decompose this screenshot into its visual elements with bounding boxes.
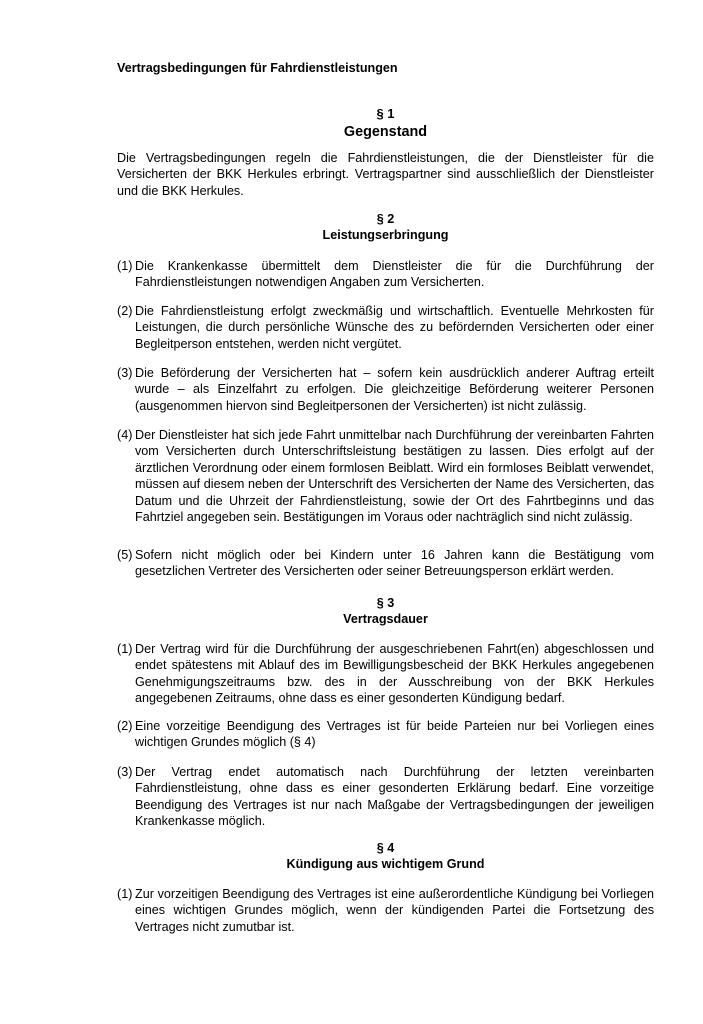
list-item [117, 427, 654, 525]
list-item [117, 718, 654, 751]
list-item [117, 641, 654, 707]
section-number: § 1 [376, 106, 395, 121]
item-number: (2) [117, 719, 133, 733]
item-text: Eine vorzeitige Beendigung des Vertrages ist für beide Parteien nur bei Vorliegen eines wichtigen Grundes möglich (§ 4) [135, 719, 654, 750]
item-number: (3) [117, 366, 133, 380]
item-number: (3) [117, 765, 133, 779]
item-text: Der Dienstleister hat sich jede Fahrt unmittelbar nach Durchführung der vereinbarten Fahrten vom Versicherten durch Unterschriftsleistung bestätigen zu lassen. Dies erfolgt auf der ärztlichen Verordnung oder einem formlosen Beiblatt. Wird ein formloses Beiblatt verwendet, müssen auf diesem neben der Unterschrift des Versicherten der Name des Versicherten, das Datum und die Uhrzeit der Fahrdienstleistung, sowie der Ort des Fahrtbeginns und das Fahrtziel angegeben sein. Bestätigungen im Voraus oder nachträglich sind nicht zulässig. [135, 428, 654, 525]
list-item [117, 764, 654, 830]
list-item [117, 258, 654, 291]
section-4-heading [117, 840, 654, 873]
section-number: § 4 [376, 841, 395, 855]
section-1-heading [117, 105, 654, 142]
item-text: Der Vertrag endet automatisch nach Durchführung der letzten vereinbarten Fahrdienstleistung, ohne dass es einer gesonderten Erklärung bedarf. Eine vorzeitige Beendigung des Vertrages ist nur nach Maßgabe der Vertragsbedingungen der jeweiligen Krankenkasse möglich. [135, 765, 654, 829]
section-title: Kündigung aus wichtigem Grund [286, 857, 485, 872]
section-title: Vertragsdauer [343, 612, 428, 627]
section-title: Leistungserbringung [322, 228, 449, 243]
item-text: Zur vorzeitigen Beendigung des Vertrages ist eine außerordentliche Kündigung bei Vorliegen eines wichtigen Grundes möglich, wenn der kündigenden Partei die Fortsetzung des Vertrages nicht zumutbar ist. [135, 887, 654, 934]
item-number: (1) [117, 642, 133, 656]
item-text: Die Krankenkasse übermittelt dem Dienstleister die für die Durchführung der Fahrdienstleistungen notwendigen Angaben zum Versicherten. [135, 259, 654, 290]
item-text: Die Fahrdienstleistung erfolgt zweckmäßig und wirtschaftlich. Eventuelle Mehrkosten für Leistungen, die durch persönliche Wünsche des zu befördernden Versicherten oder einer Begleitperson entstehen, werden nicht vergütet. [135, 304, 654, 351]
item-number: (5) [117, 548, 133, 562]
list-item [117, 547, 654, 580]
section-1-text: Die Vertragsbedingungen regeln die Fahrdienstleistungen, die der Dienstleister für die Versicherten der BKK Herkules erbringt. Vertragspartner sind ausschließlich der Dienstleister und die BKK Herkules. [117, 151, 654, 198]
item-number: (1) [117, 259, 133, 273]
list-item [117, 303, 654, 352]
item-text: Die Beförderung der Versicherten hat – sofern kein ausdrücklich anderer Auftrag erteilt wurde – als Einzelfahrt zu erfolgen. Die gleichzeitige Beförderung weiterer Personen (ausgenommen hiervon sind Begleitpersonen der Versicherten) ist nicht zulässig. [135, 366, 654, 413]
section-number: § 3 [376, 596, 395, 610]
section-title: Gegenstand [343, 124, 428, 140]
list-item [117, 365, 654, 414]
document-title: Vertragsbedingungen für Fahrdienstleistungen [117, 61, 398, 75]
item-number: (1) [117, 887, 133, 901]
section-number: § 2 [376, 212, 395, 226]
item-text: Der Vertrag wird für die Durchführung der ausgeschriebenen Fahrt(en) abgeschlossen und endet spätestens mit Ablauf des im Bewilligungsbescheid der BKK Herkules angegebenen Genehmigungszeitraums bzw. des in der Ausschreibung von der BKK Herkules angegebenen Zeitraums, ohne dass es einer gesonderten Kündigung bedarf. [135, 642, 654, 706]
section-2-heading [117, 211, 654, 244]
item-number: (4) [117, 428, 133, 442]
section-3-heading [117, 595, 654, 628]
item-number: (2) [117, 304, 133, 318]
item-text: Sofern nicht möglich oder bei Kindern unter 16 Jahren kann die Bestätigung vom gesetzlichen Vertreter des Versicherten oder seiner Betreuungsperson erklärt werden. [135, 548, 654, 579]
list-item [117, 886, 654, 935]
